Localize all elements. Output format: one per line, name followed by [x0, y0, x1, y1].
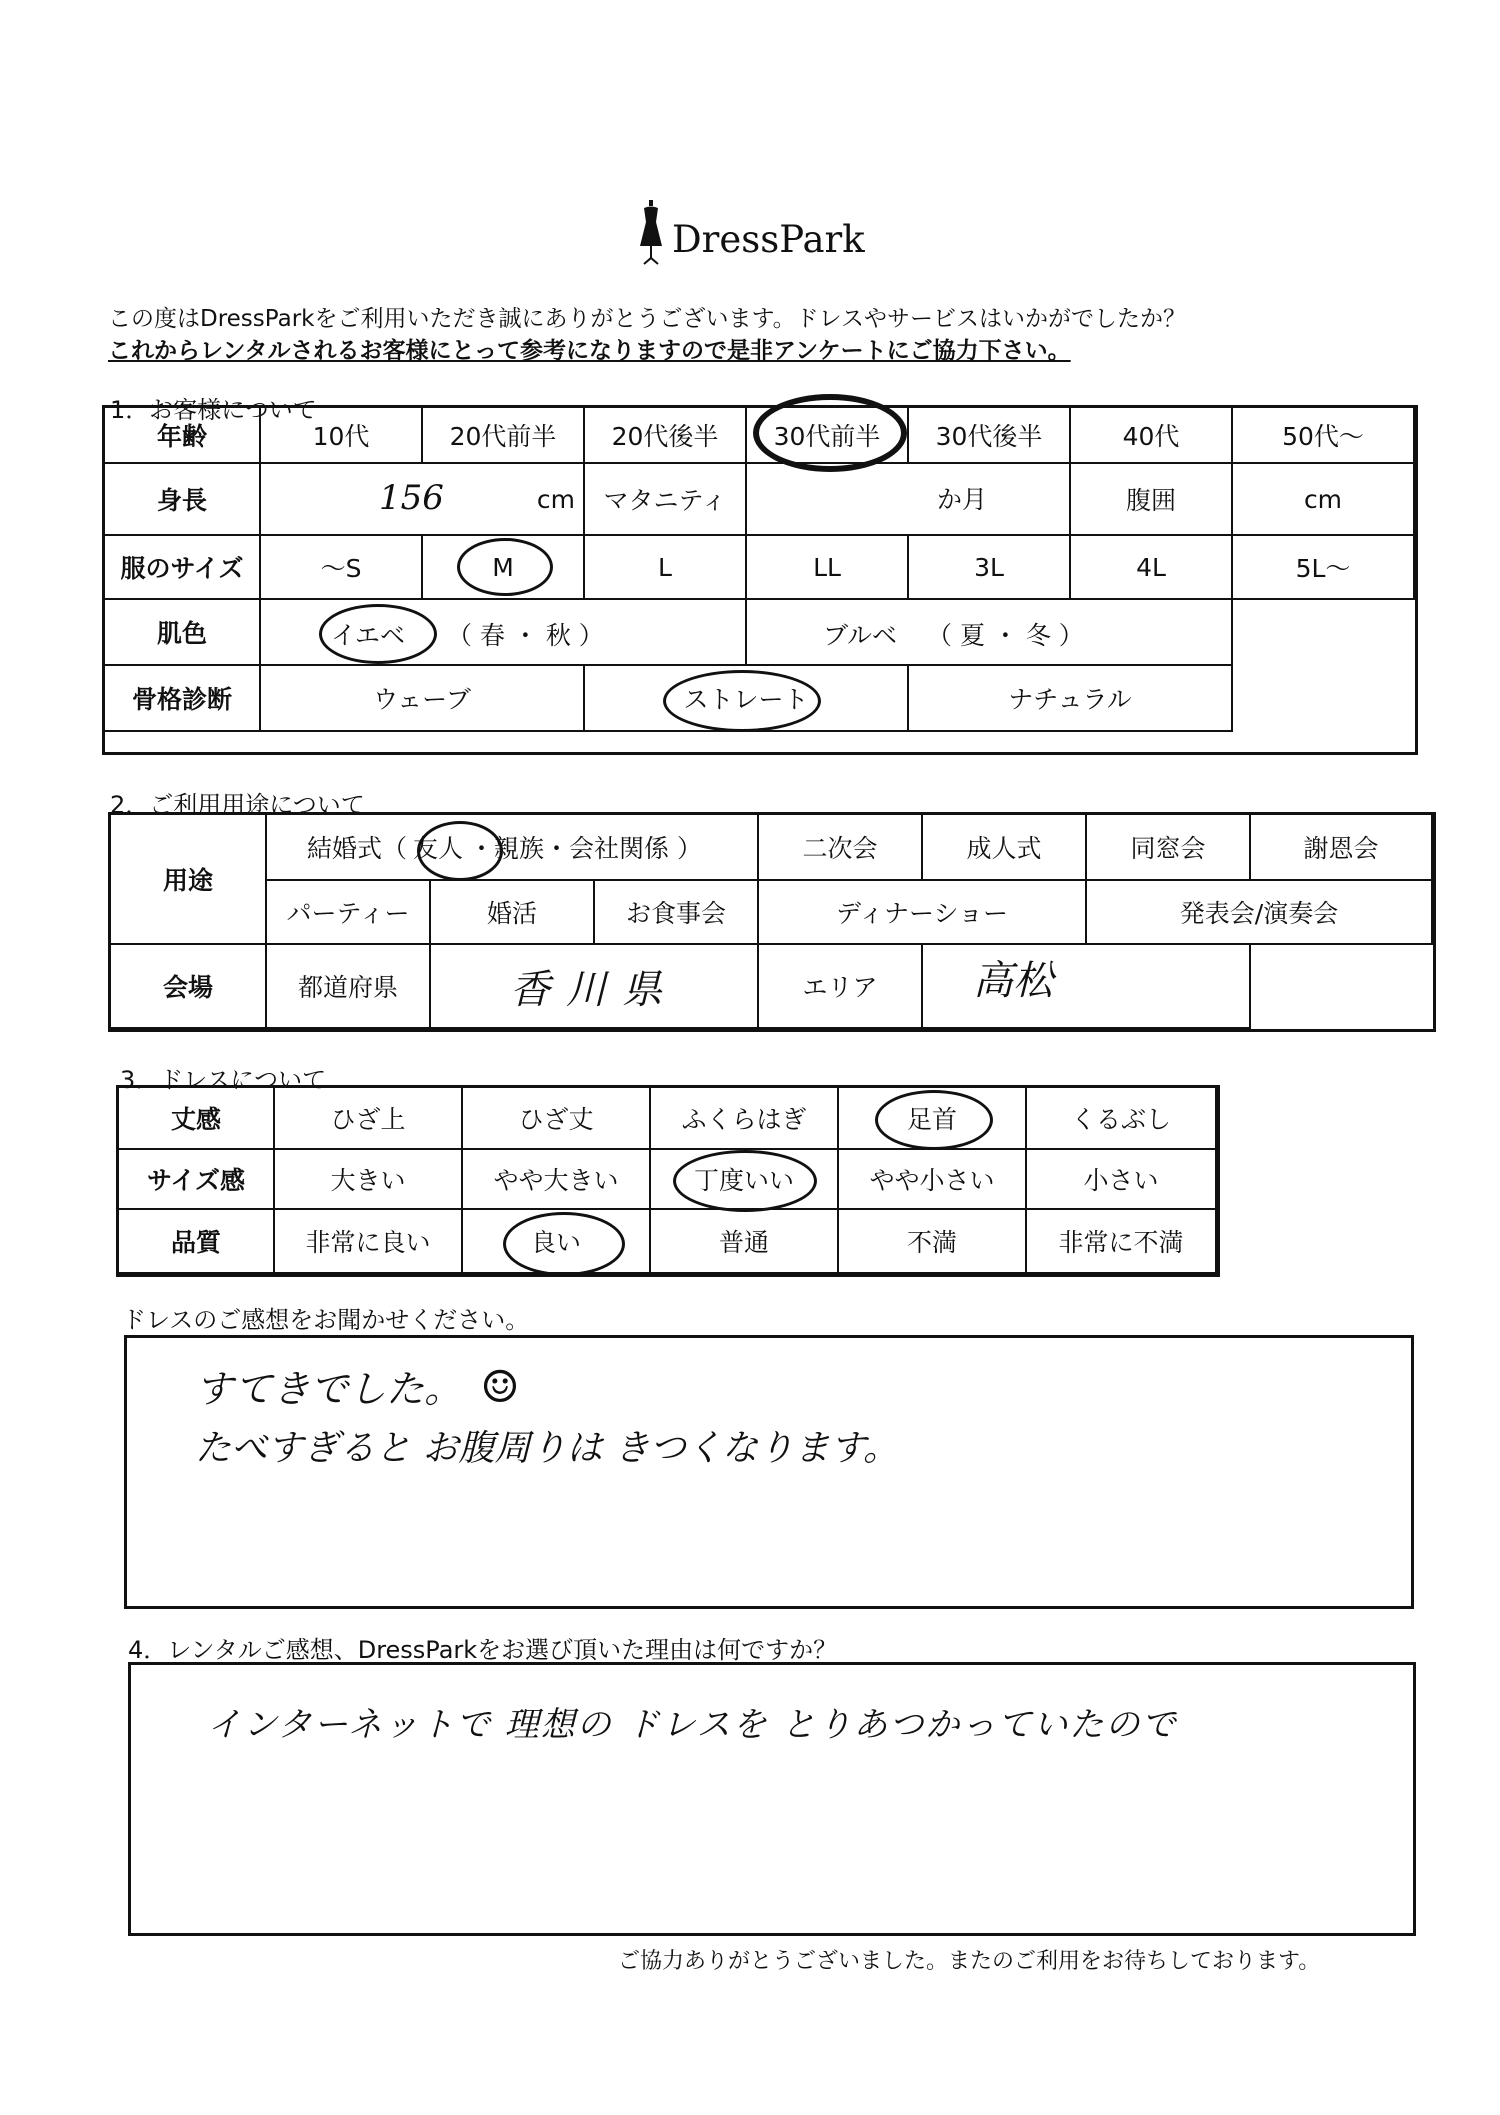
comment-line-1 [195, 1358, 520, 1413]
waist-label: 腹囲 [1071, 464, 1233, 536]
size-selected-text: M [492, 552, 514, 582]
quality-option-selected[interactable] [463, 1210, 651, 1274]
height-label: 身長 [105, 464, 261, 536]
area-label: エリア [759, 945, 923, 1029]
frame-option[interactable]: ウェーブ [261, 666, 585, 732]
frame-option-selected[interactable] [585, 666, 909, 732]
skin-warm-option[interactable] [261, 600, 747, 666]
fit-label: サイズ感 [119, 1150, 275, 1210]
age-label: 年齢 [105, 408, 261, 464]
quality-option[interactable]: 普通 [651, 1210, 839, 1274]
height-value: 156 [379, 478, 444, 518]
size-option-selected[interactable] [423, 536, 585, 600]
age-option[interactable]: 30代後半 [909, 408, 1071, 464]
quality-label: 品質 [119, 1210, 275, 1274]
use-option[interactable]: 謝恩会 [1251, 815, 1433, 881]
length-option[interactable]: ひざ丈 [463, 1088, 651, 1150]
use-option[interactable]: ディナーショー [759, 881, 1087, 945]
skin-cool-text: ブルベ [823, 621, 898, 650]
use-option[interactable]: お食事会 [595, 881, 759, 945]
wedding-friend: 友人 [413, 834, 464, 863]
dress-table [116, 1085, 1220, 1277]
size-option[interactable]: 5L～ [1233, 536, 1415, 600]
skin-cool-option[interactable] [747, 600, 1233, 666]
use-label: 用途 [111, 815, 267, 945]
section-1-title: 1．お客様について [110, 396, 317, 424]
frame-option[interactable]: ナチュラル [909, 666, 1233, 732]
fit-option[interactable]: やや小さい [839, 1150, 1027, 1210]
fit-option-selected[interactable] [651, 1150, 839, 1210]
skin-cool-detail: （ 夏 ・ 冬 ） [927, 621, 1084, 650]
size-option[interactable]: 3L [909, 536, 1071, 600]
logo-text: DressPark [672, 218, 865, 261]
age-selected-text: 30代前半 [773, 422, 881, 451]
empty-cell [1251, 945, 1433, 1029]
skin-warm-detail: （ 春 ・ 秋 ） [447, 621, 604, 650]
pref-field[interactable] [431, 945, 759, 1029]
maternity-field[interactable] [747, 464, 1071, 536]
age-option-selected[interactable] [747, 408, 909, 464]
age-option[interactable]: 10代 [261, 408, 423, 464]
age-option[interactable]: 40代 [1071, 408, 1233, 464]
use-option[interactable]: 二次会 [759, 815, 923, 881]
area-value: 高松 [973, 958, 1053, 1004]
use-option[interactable]: 婚活 [431, 881, 595, 945]
length-selected-text: 足首 [906, 1105, 957, 1134]
intro-line-1: この度はDressParkをご利用いただき誠にありがとうございます。ドレスやサービスはいかがでしたか？ [108, 306, 1186, 332]
quality-selected-text: 良い [530, 1228, 581, 1257]
section-3-title: 3．ドレスについて [120, 1066, 327, 1094]
age-option[interactable]: 20代前半 [423, 408, 585, 464]
area-field[interactable] [923, 945, 1251, 1029]
customer-table [102, 405, 1418, 755]
comment-box[interactable] [124, 1335, 1414, 1609]
comment-line-2: たべすぎると お腹周りは きつくなります。 [195, 1428, 900, 1469]
size-option[interactable]: ～S [261, 536, 423, 600]
waist-field[interactable] [1233, 464, 1415, 536]
use-option[interactable]: パーティー [267, 881, 431, 945]
size-option[interactable]: 4L [1071, 536, 1233, 600]
quality-option[interactable]: 不満 [839, 1210, 1027, 1274]
height-field[interactable] [261, 464, 585, 536]
maternity-unit: か月 [937, 485, 988, 514]
skin-warm-text: イエベ [331, 621, 406, 650]
empty-cell [1233, 600, 1415, 666]
length-option[interactable]: くるぶし [1027, 1088, 1217, 1150]
fit-option[interactable]: やや大きい [463, 1150, 651, 1210]
skin-label: 肌色 [105, 600, 261, 666]
use-option[interactable]: 発表会/演奏会 [1087, 881, 1433, 945]
size-label: 服のサイズ [105, 536, 261, 600]
pref-label: 都道府県 [267, 945, 431, 1029]
length-option[interactable]: ふくらはぎ [651, 1088, 839, 1150]
maternity-label: マタニティ [585, 464, 747, 536]
footer-thanks: ご協力ありがとうございました。またのご利用をお待ちしております。 [618, 1949, 1321, 1974]
section-4-title: 4．レンタルご感想、DressParkをお選び頂いた理由は何ですか？ [128, 1636, 838, 1664]
brand-logo [636, 200, 876, 270]
quality-option[interactable]: 非常に良い [275, 1210, 463, 1274]
age-option[interactable]: 20代後半 [585, 408, 747, 464]
usage-table [108, 812, 1436, 1032]
fit-selected-text: 丁度いい [693, 1166, 794, 1195]
length-option[interactable]: ひざ上 [275, 1088, 463, 1150]
smiley-icon: ☺ [480, 1362, 520, 1413]
height-unit: cm [536, 484, 575, 514]
intro-line-2: これからレンタルされるお客様にとって参考になりますので是非アンケートにご協力下さい。 [108, 338, 1071, 364]
comment-line-1-text: すてきでした。 [195, 1367, 463, 1411]
use-option[interactable]: 成人式 [923, 815, 1087, 881]
frame-selected-text: ストレート [683, 685, 809, 714]
fit-option[interactable]: 大きい [275, 1150, 463, 1210]
section-2-title: 2．ご利用用途について [110, 791, 365, 819]
age-option[interactable]: 50代～ [1233, 408, 1415, 464]
reason-answer: インターネットで 理想の ドレスを とりあつかっていたので [207, 1705, 1178, 1745]
dress-form-icon [636, 200, 666, 266]
empty-cell [1233, 666, 1415, 732]
size-option[interactable]: L [585, 536, 747, 600]
length-label: 丈感 [119, 1088, 275, 1150]
waist-unit: cm [1303, 484, 1343, 514]
quality-option[interactable]: 非常に不満 [1027, 1210, 1217, 1274]
comment-label: ドレスのご感想をお聞かせください。 [122, 1306, 530, 1334]
length-option-selected[interactable] [839, 1088, 1027, 1150]
wedding-prefix: 結婚式（ [307, 834, 408, 863]
fit-option[interactable]: 小さい [1027, 1150, 1217, 1210]
pref-value: 香川県 [510, 966, 678, 1013]
wedding-rest: ・親族・会社関係 ） [469, 834, 702, 863]
use-option[interactable]: 同窓会 [1087, 815, 1251, 881]
reason-box[interactable] [128, 1662, 1416, 1936]
size-option[interactable]: LL [747, 536, 909, 600]
wedding-option[interactable] [267, 815, 759, 881]
frame-label: 骨格診断 [105, 666, 261, 732]
venue-label: 会場 [111, 945, 267, 1029]
